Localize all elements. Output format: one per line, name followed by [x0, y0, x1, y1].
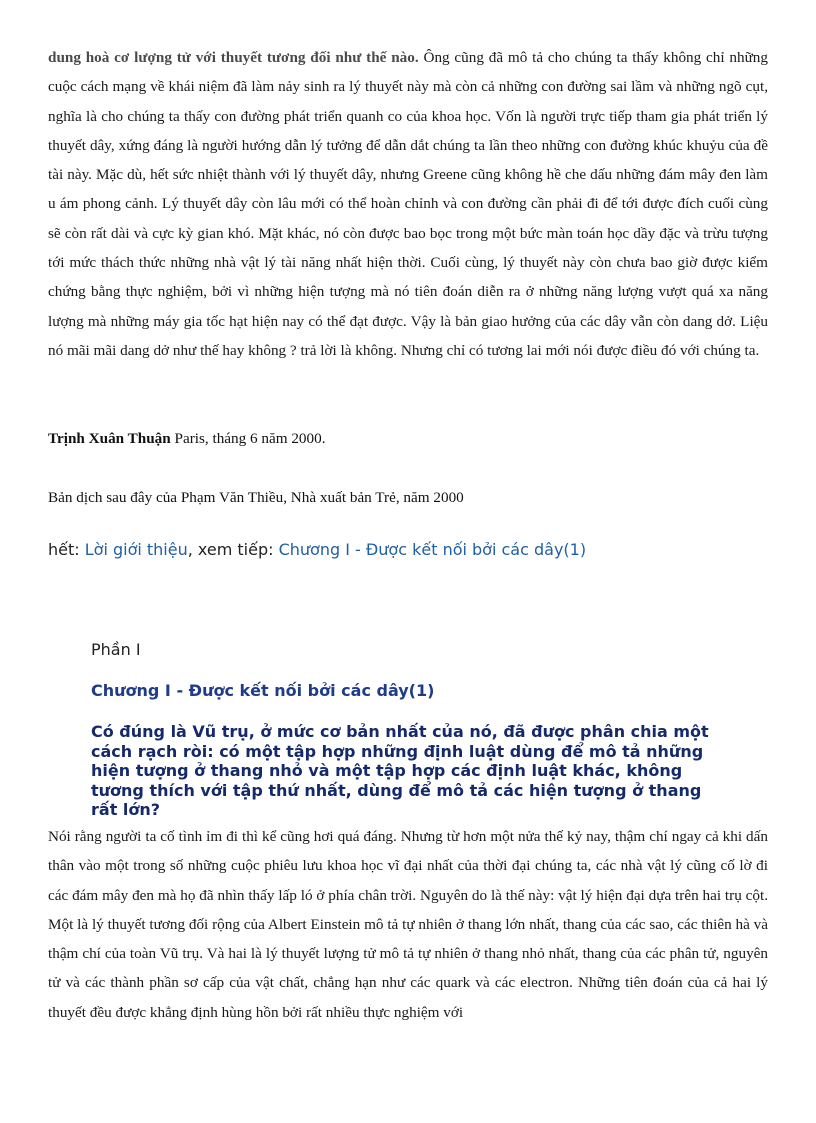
signature-author: Trịnh Xuân Thuận: [48, 430, 171, 447]
chapter-title: Chương I - Được kết nối bởi các dây(1): [91, 681, 435, 700]
intro-paragraph: [48, 43, 768, 365]
nav-next-link[interactable]: Chương I - Được kết nối bởi các dây(1): [278, 540, 587, 559]
part-label: Phần I: [91, 640, 141, 659]
chapter-question: Có đúng là Vũ trụ, ở mức cơ bản nhất của nó, đã được phân chia một cách rạch ròi: có một tập hợp những định luật dùng để mô tả những hiện tượng ở thang nhỏ và một tập hợp các định luật khác, không tương thích với tập thứ nhất, dùng để mô tả các hiện tượng ở thang rất lớn?: [91, 722, 709, 819]
translation-note: Bản dịch sau đây của Phạm Văn Thiều, Nhà xuất bản Trẻ, năm 2000: [48, 489, 464, 506]
intro-body-text: Ông cũng đã mô tả cho chúng ta thấy không chỉ những cuộc cách mạng về khái niệm đã làm nảy sinh ra lý thuyết này mà còn cả những con đường sai lầm và những ngõ cụt, nghĩa là cho chúng ta thấy con đường phát triển quanh co của khoa học. Vốn là người trực tiếp tham gia phát triển lý thuyết dây, xứng đáng là người hướng dẫn lý tưởng để dẫn dắt chúng ta lần theo những con đường khúc khuỷu của đề tài này. Mặc dù, hết sức nhiệt thành với lý thuyết dây, nhưng Greene cũng không hề che dấu những đám mây đen làm u ám phong cảnh. Lý thuyết dây còn lâu mới có thể hoàn chỉnh và con đường cần phải đi để tới được đích cuối cùng sẽ còn rất dài và cực kỳ gian khó. Mặt khác, nó còn được bao bọc trong một bức màn toán học dầy đặc và trừu tượng tới mức thách thức những nhà vật lý tài năng nhất hiện thời. Cuối cùng, lý thuyết này còn chưa bao giờ được kiểm chứng bằng thực nghiệm, bởi vì những hiện tượng mà nó tiên đoán diễn ra ở những năng lượng vượt quá xa năng lượng mà những máy gia tốc hạt hiện nay có thể đạt được. Vậy là bản giao hưởng của các dây vẫn còn dang dở. Liệu nó mãi mãi dang dở như thế hay không ? trả lời là không. Nhưng chỉ có tương lai mới nói được điều đó với chúng ta.: [48, 49, 768, 359]
chapter-body-paragraph: Nói rằng người ta cố tình ỉm đi thì kể cũng hơi quá đáng. Nhưng từ hơn một nửa thế kỷ nay, thậm chí ngay cả khi dấn thân vào một trong số những cuộc phiêu lưu khoa học vĩ đại nhất của thời đại chúng ta, các nhà vật lý cũng cố lờ đi các đám mây đen mà họ đã nhìn thấy lấp ló ở phía chân trời. Nguyên do là thế này: vật lý hiện đại dựa trên hai trụ cột. Một là lý thuyết tương đối rộng của Albert Einstein mô tả tự nhiên ở thang lớn nhất, thang của các sao, các thiên hà và thậm chí của toàn Vũ trụ. Và hai là lý thuyết lượng tử mô tả tự nhiên ở thang nhỏ nhất, thang của các phân tử, nguyên tử và các thành phần sơ cấp của vật chất, chẳng hạn như các quark và các electron. Những tiên đoán của cả hai lý thuyết đều được khẳng định hùng hồn bởi rất nhiều thực nghiệm với: [48, 828, 768, 1021]
chapter-navigation: [48, 540, 586, 559]
intro-lead-bold: dung hoà cơ lượng tử với thuyết tương đối như thế nào.: [48, 49, 419, 66]
signature-place-date: Paris, tháng 6 năm 2000.: [170, 430, 326, 447]
nav-prev-prefix: hết:: [48, 540, 85, 559]
nav-prev-link[interactable]: Lời giới thiệu: [84, 540, 188, 559]
signature-line: [48, 430, 326, 448]
nav-separator: , xem tiếp:: [187, 540, 279, 559]
